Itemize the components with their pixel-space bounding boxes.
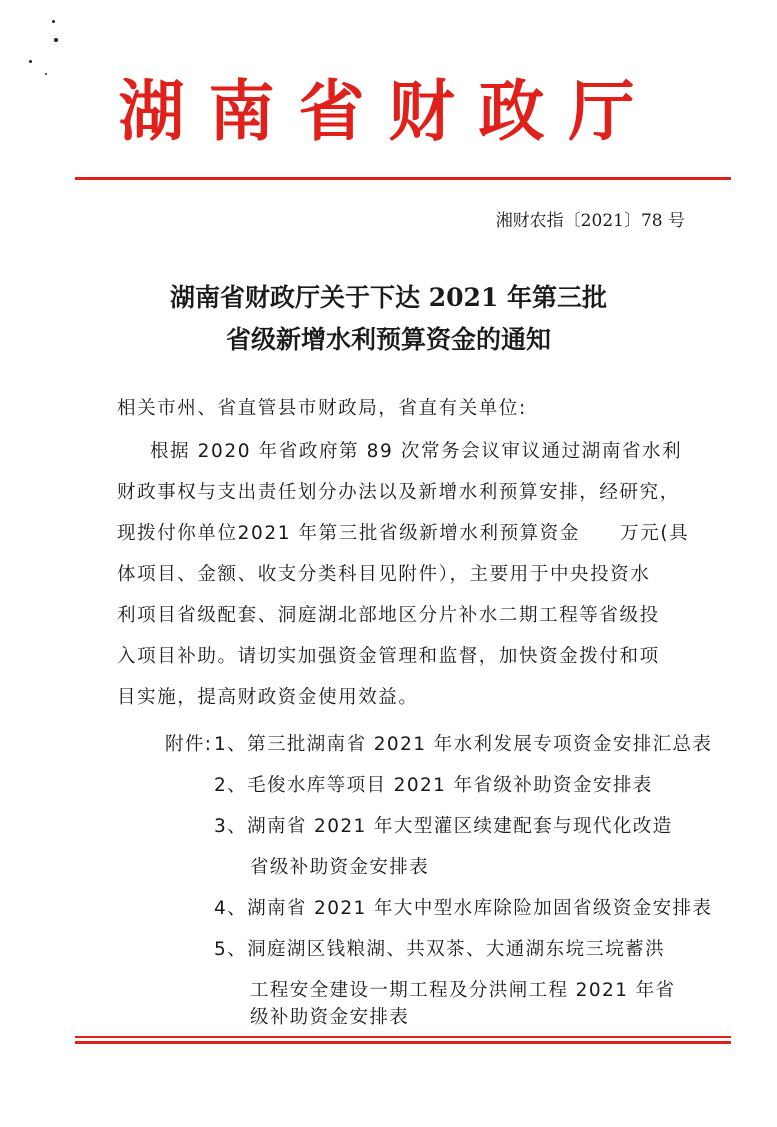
scan-speck bbox=[54, 38, 58, 42]
attachment-item-2: 2、毛俊水库等项目 2021 年省级补助资金安排表 bbox=[214, 775, 653, 796]
attachment-item-3-cont: 省级补助资金安排表 bbox=[250, 857, 430, 878]
body-line: 现拨付你单位2021 年第三批省级新增水利预算资金 万元(具 bbox=[117, 523, 690, 544]
scan-speck bbox=[29, 60, 32, 63]
attachment-item-5-cont: 级补助资金安排表 bbox=[250, 1007, 410, 1028]
body-line: 财政事权与支出责任划分办法以及新增水利预算安排，经研究， bbox=[117, 482, 680, 503]
scan-speck bbox=[52, 20, 55, 23]
body-line: 目实施，提高财政资金使用效益。 bbox=[117, 687, 419, 708]
document-title-line-2: 省级新增水利预算资金的通知 bbox=[225, 325, 551, 354]
attachment-item-4: 4、湖南省 2021 年大中型水库除险加固省级资金安排表 bbox=[214, 898, 713, 919]
document-number: 湘财农指〔2021〕78 号 bbox=[495, 211, 685, 231]
body-line: 根据 2020 年省政府第 89 次常务会议审议通过湖南省水利 bbox=[150, 441, 683, 462]
salutation: 相关市州、省直管县市财政局，省直有关单位: bbox=[117, 398, 527, 419]
letterhead-red-rule bbox=[75, 177, 731, 180]
body-line: 体项目、金额、收支分类科目见附件），主要用于中央投资水 bbox=[117, 564, 651, 585]
body-line: 入项目补助。请切实加强资金管理和监督，加快资金拨付和项 bbox=[117, 646, 660, 667]
attachments-label: 附件: bbox=[165, 734, 213, 755]
footer-red-rule-thick bbox=[75, 1041, 731, 1044]
attachment-item-5-cont: 工程安全建设一期工程及分洪闸工程 2021 年省 bbox=[250, 980, 676, 1001]
scan-speck bbox=[45, 73, 47, 75]
body-line: 利项目省级配套、洞庭湖北部地区分片补水二期工程等省级投 bbox=[117, 605, 660, 626]
attachment-item-3: 3、湖南省 2021 年大型灌区续建配套与现代化改造 bbox=[214, 816, 673, 837]
footer-red-rule-thin bbox=[75, 1036, 731, 1038]
attachment-item-5: 5、洞庭湖区钱粮湖、共双茶、大通湖东垸三垸蓄洪 bbox=[214, 939, 665, 960]
document-title-line-1: 湖南省财政厅关于下达 2021 年第三批 bbox=[170, 283, 607, 312]
attachment-item-1: 1、第三批湖南省 2021 年水利发展专项资金安排汇总表 bbox=[214, 734, 713, 755]
letterhead-org-name: 湖南省财政厅 bbox=[118, 72, 659, 150]
